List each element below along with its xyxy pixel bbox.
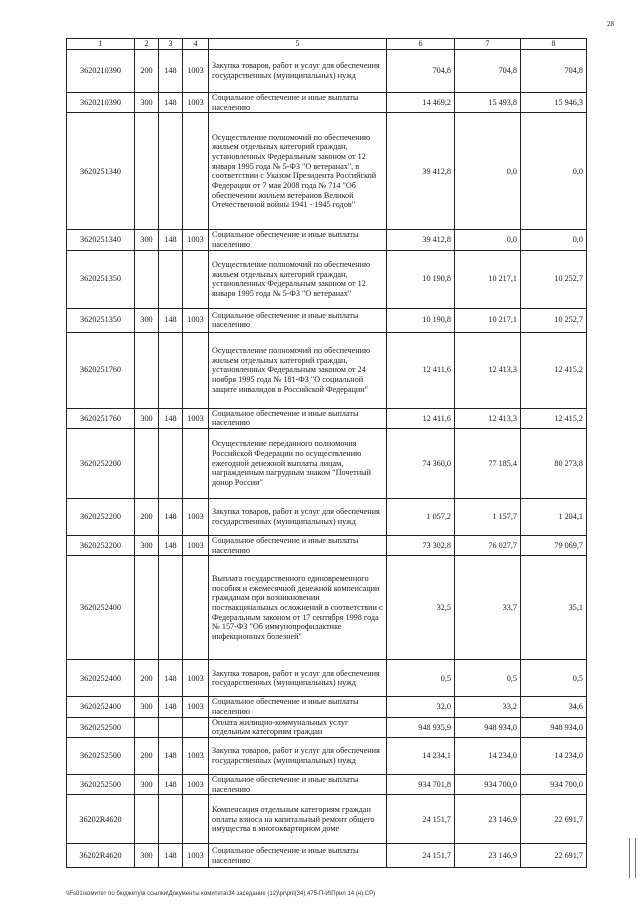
expense-type-cell — [135, 113, 159, 230]
description-cell: Социальное обеспечение и иные выплаты населению — [209, 308, 387, 332]
ministry-code-cell: 148 — [159, 738, 183, 775]
section-code-cell: 1003 — [183, 93, 209, 113]
description-cell: Компенсация отдельным категориям граждан оплаты взноса на капитальный ремонт общего имущества в многоквартирном доме — [209, 795, 387, 844]
header-cell: 4 — [183, 39, 209, 50]
amount-year2-cell: 0,5 — [455, 660, 521, 697]
page-number: 28 — [607, 20, 614, 28]
amount-year2-cell: 23 146,9 — [455, 795, 521, 844]
amount-year3-cell: 0,0 — [521, 113, 587, 230]
amount-year3-cell: 948 934,0 — [521, 717, 587, 737]
amount-year1-cell: 12 411,6 — [387, 408, 455, 428]
expense-type-cell: 300 — [135, 536, 159, 556]
section-code-cell: 1003 — [183, 660, 209, 697]
ministry-code-cell: 148 — [159, 697, 183, 717]
description-cell: Социальное обеспечение и иные выплаты населению — [209, 93, 387, 113]
description-cell: Закупка товаров, работ и услуг для обеспечения государственных (муниципальных) нужд — [209, 738, 387, 775]
ministry-code-cell: 148 — [159, 844, 183, 868]
table-row — [67, 717, 587, 737]
target-code-cell: 3620252200 — [67, 536, 135, 556]
amount-year1-cell: 32,5 — [387, 556, 455, 660]
description-cell: Социальное обеспечение и иные выплаты населению — [209, 536, 387, 556]
header-cell: 7 — [455, 39, 521, 50]
amount-year1-cell: 24 151,7 — [387, 795, 455, 844]
description-cell: Социальное обеспечение и иные выплаты населению — [209, 775, 387, 795]
ministry-code-cell — [159, 795, 183, 844]
header-cell: 2 — [135, 39, 159, 50]
amount-year1-cell: 32,0 — [387, 697, 455, 717]
ministry-code-cell — [159, 556, 183, 660]
ministry-code-cell: 148 — [159, 408, 183, 428]
expense-type-cell — [135, 429, 159, 499]
amount-year3-cell: 22 691,7 — [521, 844, 587, 868]
amount-year3-cell: 14 234,0 — [521, 738, 587, 775]
target-code-cell: 3620252500 — [67, 717, 135, 737]
amount-year1-cell: 12 411,6 — [387, 332, 455, 408]
expense-type-cell: 200 — [135, 499, 159, 536]
table-row — [67, 660, 587, 697]
expense-type-cell: 300 — [135, 697, 159, 717]
expense-type-cell — [135, 556, 159, 660]
amount-year1-cell: 39 412,8 — [387, 230, 455, 250]
amount-year3-cell: 934 700,0 — [521, 775, 587, 795]
expense-type-cell: 300 — [135, 775, 159, 795]
amount-year3-cell: 12 415,2 — [521, 408, 587, 428]
expense-type-cell: 200 — [135, 50, 159, 93]
expense-type-cell: 300 — [135, 308, 159, 332]
table-row — [67, 429, 587, 499]
table-row — [67, 556, 587, 660]
target-code-cell: 3620251760 — [67, 408, 135, 428]
amount-year2-cell: 948 934,0 — [455, 717, 521, 737]
ministry-code-cell: 148 — [159, 536, 183, 556]
amount-year2-cell: 15 493,8 — [455, 93, 521, 113]
target-code-cell: 3620210390 — [67, 93, 135, 113]
ministry-code-cell: 148 — [159, 775, 183, 795]
amount-year1-cell: 74 360,0 — [387, 429, 455, 499]
header-cell: 6 — [387, 39, 455, 50]
expense-type-cell — [135, 250, 159, 308]
amount-year2-cell: 12 413,3 — [455, 408, 521, 428]
amount-year3-cell: 0,0 — [521, 230, 587, 250]
section-code-cell: 1003 — [183, 738, 209, 775]
description-cell: Социальное обеспечение и иные выплаты населению — [209, 230, 387, 250]
amount-year1-cell: 14 469,2 — [387, 93, 455, 113]
section-code-cell — [183, 113, 209, 230]
section-code-cell: 1003 — [183, 499, 209, 536]
section-code-cell — [183, 556, 209, 660]
amount-year2-cell: 33,7 — [455, 556, 521, 660]
section-code-cell: 1003 — [183, 536, 209, 556]
target-code-cell: 3620252200 — [67, 499, 135, 536]
amount-year1-cell: 39 412,8 — [387, 113, 455, 230]
target-code-cell: 3620252400 — [67, 660, 135, 697]
target-code-cell: 3620252200 — [67, 429, 135, 499]
amount-year3-cell: 12 415,2 — [521, 332, 587, 408]
header-cell: 8 — [521, 39, 587, 50]
target-code-cell: 3620251760 — [67, 332, 135, 408]
table-row — [67, 775, 587, 795]
table-row — [67, 844, 587, 868]
section-code-cell: 1003 — [183, 775, 209, 795]
amount-year1-cell: 10 190,8 — [387, 250, 455, 308]
table-row — [67, 113, 587, 230]
amount-year2-cell: 0,0 — [455, 230, 521, 250]
target-code-cell: 3620251350 — [67, 308, 135, 332]
target-code-cell: 3620252400 — [67, 697, 135, 717]
table-row — [67, 408, 587, 428]
section-code-cell: 1003 — [183, 308, 209, 332]
amount-year1-cell: 934 701,8 — [387, 775, 455, 795]
expense-type-cell: 200 — [135, 660, 159, 697]
header-row — [67, 39, 587, 50]
amount-year1-cell: 10 190,8 — [387, 308, 455, 332]
ministry-code-cell: 148 — [159, 660, 183, 697]
amount-year2-cell: 33,2 — [455, 697, 521, 717]
file-path-footer: \\Fs01\комитет по бюджету\в ссылки\Документы комитета\34 заседание (12)\pr\pril(34) 475-П-И\Прил 14 (н).CP) — [66, 891, 376, 897]
amount-year1-cell: 948 935,9 — [387, 717, 455, 737]
table-row — [67, 738, 587, 775]
amount-year1-cell: 24 151,7 — [387, 844, 455, 868]
target-code-cell: 3620252500 — [67, 775, 135, 795]
ministry-code-cell — [159, 717, 183, 737]
target-code-cell: 3620210390 — [67, 50, 135, 93]
description-cell: Осуществление полномочий по обеспечению жильем отдельных категорий граждан, установленных Федеральным законом от 12 января 1995 года № 5-ФЗ "О ветеранах" — [209, 250, 387, 308]
amount-year3-cell: 22 691,7 — [521, 795, 587, 844]
description-cell: Социальное обеспечение и иные выплаты населению — [209, 844, 387, 868]
amount-year2-cell: 0,0 — [455, 113, 521, 230]
description-cell: Социальное обеспечение и иные выплаты населению — [209, 408, 387, 428]
ministry-code-cell — [159, 250, 183, 308]
section-code-cell: 1003 — [183, 408, 209, 428]
amount-year1-cell: 73 302,8 — [387, 536, 455, 556]
section-code-cell — [183, 429, 209, 499]
target-code-cell: 3620252500 — [67, 738, 135, 775]
amount-year2-cell: 1 157,7 — [455, 499, 521, 536]
header-cell: 3 — [159, 39, 183, 50]
amount-year2-cell: 704,8 — [455, 50, 521, 93]
description-cell: Закупка товаров, работ и услуг для обеспечения государственных (муниципальных) нужд — [209, 499, 387, 536]
ministry-code-cell: 148 — [159, 308, 183, 332]
description-cell: Закупка товаров, работ и услуг для обеспечения государственных (муниципальных) нужд — [209, 660, 387, 697]
section-code-cell: 1003 — [183, 230, 209, 250]
table-row — [67, 536, 587, 556]
ministry-code-cell: 148 — [159, 93, 183, 113]
target-code-cell: 3620252400 — [67, 556, 135, 660]
table-row — [67, 250, 587, 308]
amount-year3-cell: 15 946,3 — [521, 93, 587, 113]
table-row — [67, 308, 587, 332]
amount-year2-cell: 934 700,0 — [455, 775, 521, 795]
header-cell: 5 — [209, 39, 387, 50]
table-row — [67, 230, 587, 250]
amount-year2-cell: 10 217,1 — [455, 308, 521, 332]
ministry-code-cell — [159, 332, 183, 408]
amount-year2-cell: 76 027,7 — [455, 536, 521, 556]
expense-type-cell — [135, 717, 159, 737]
section-code-cell — [183, 717, 209, 737]
ministry-code-cell: 148 — [159, 230, 183, 250]
amount-year2-cell: 12 413,3 — [455, 332, 521, 408]
expense-type-cell: 300 — [135, 408, 159, 428]
description-cell: Закупка товаров, работ и услуг для обеспечения государственных (муниципальных) нужд — [209, 50, 387, 93]
target-code-cell: 36202R4620 — [67, 795, 135, 844]
description-cell: Осуществление переданного полномочия Российской Федерации по осуществлению ежегодной денежной выплаты лицам, награжденным нагрудным знаком "Почетный донор России" — [209, 429, 387, 499]
description-cell: Социальное обеспечение и иные выплаты населению — [209, 697, 387, 717]
amount-year1-cell: 0,5 — [387, 660, 455, 697]
ministry-code-cell: 148 — [159, 50, 183, 93]
amount-year2-cell: 23 146,9 — [455, 844, 521, 868]
expense-type-cell — [135, 795, 159, 844]
ministry-code-cell — [159, 429, 183, 499]
table-body — [67, 39, 587, 868]
amount-year2-cell: 14 234,0 — [455, 738, 521, 775]
description-cell: Осуществление полномочий по обеспечению жильем отдельных категорий граждан, установленных Федеральным законом от 12 января 1995 года № 5-ФЗ "О ветеранах", в соответствии с Указом Президента Российской Федерации от 7 мая 2008 года № 714 "Об обеспечении жильем ветеранов Великой Отечественной войны 1941 - 1945 годов" — [209, 113, 387, 230]
table-row — [67, 697, 587, 717]
expense-type-cell: 200 — [135, 738, 159, 775]
target-code-cell: 36202R4620 — [67, 844, 135, 868]
table-row — [67, 795, 587, 844]
section-code-cell: 1003 — [183, 697, 209, 717]
amount-year2-cell: 77 185,4 — [455, 429, 521, 499]
ministry-code-cell — [159, 113, 183, 230]
amount-year3-cell: 34,6 — [521, 697, 587, 717]
table-row — [67, 50, 587, 93]
description-cell: Выплата государственного единовременного пособия и ежемесячной денежной компенсации гражданам при возникновении поствакцинальных осложнений в соответствии с Федеральным законом от 17 сентября 1998 года № 157-ФЗ "Об иммунопрофилактике инфекционных болезней" — [209, 556, 387, 660]
amount-year3-cell: 0,5 — [521, 660, 587, 697]
section-code-cell — [183, 250, 209, 308]
amount-year3-cell: 1 204,1 — [521, 499, 587, 536]
table-row — [67, 332, 587, 408]
amount-year3-cell: 35,1 — [521, 556, 587, 660]
amount-year1-cell: 1 057,2 — [387, 499, 455, 536]
budget-table — [66, 38, 587, 868]
ministry-code-cell: 148 — [159, 499, 183, 536]
table-row — [67, 499, 587, 536]
description-cell: Осуществление полномочий по обеспечению жильем отдельных категорий граждан, установленных Федеральным законом от 24 ноября 1995 года № 181-ФЗ "О социальной защите инвалидов в Российской Федерации" — [209, 332, 387, 408]
target-code-cell: 3620251350 — [67, 250, 135, 308]
table-row — [67, 93, 587, 113]
header-cell: 1 — [67, 39, 135, 50]
amount-year3-cell: 80 273,8 — [521, 429, 587, 499]
expense-type-cell: 300 — [135, 93, 159, 113]
amount-year2-cell: 10 217,1 — [455, 250, 521, 308]
expense-type-cell: 300 — [135, 844, 159, 868]
section-code-cell: 1003 — [183, 844, 209, 868]
amount-year3-cell: 79 069,7 — [521, 536, 587, 556]
amount-year1-cell: 704,8 — [387, 50, 455, 93]
section-code-cell — [183, 332, 209, 408]
amount-year1-cell: 14 234,1 — [387, 738, 455, 775]
scan-edge-mark — [629, 838, 636, 878]
section-code-cell: 1003 — [183, 50, 209, 93]
expense-type-cell — [135, 332, 159, 408]
target-code-cell: 3620251340 — [67, 230, 135, 250]
amount-year3-cell: 10 252,7 — [521, 250, 587, 308]
section-code-cell — [183, 795, 209, 844]
amount-year3-cell: 10 252,7 — [521, 308, 587, 332]
amount-year3-cell: 704,8 — [521, 50, 587, 93]
description-cell: Оплата жилищно-коммунальных услуг отдельным категориям граждан — [209, 717, 387, 737]
target-code-cell: 3620251340 — [67, 113, 135, 230]
expense-type-cell: 300 — [135, 230, 159, 250]
